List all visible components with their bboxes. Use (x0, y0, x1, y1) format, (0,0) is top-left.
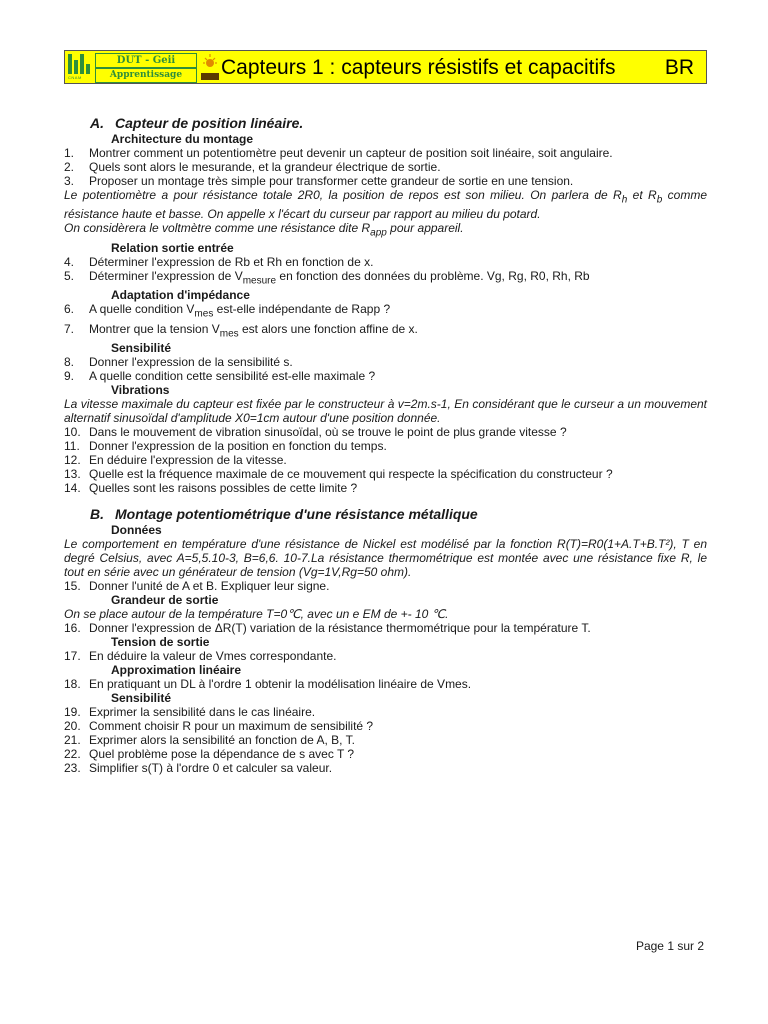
logo-line-2: Apprentissage (95, 68, 197, 83)
paragraph-vitesse: La vitesse maximale du capteur est fixée par le constructeur à v=2m.s-1, En considérant que le curseur a un mouvement alternatif sinusoïdal d'amplitude X0=1cm autour d'une position donnée. (64, 396, 707, 425)
question-4: 4. Déterminer l'expression de Rb et Rh en fonction de x. (64, 254, 374, 269)
question-15: 15. Donner l'unité de A et B. Expliquer leur signe. (64, 578, 330, 593)
question-14: 14. Quelles sont les raisons possibles de cette limite ? (64, 480, 358, 495)
question-7: 7. Montrer que la tension $V_{mes}$ est alors une fonction affine de x. (64, 321, 418, 339)
paragraph-temperature: On se place autour de la température T=0℃, avec un e EM de +- 10 ℃. (64, 606, 449, 621)
subheading-tension: Tension de sortie (111, 634, 210, 649)
document-title: Capteurs 1 : capteurs résistifs et capacitifs (221, 56, 616, 79)
section-b-heading: B. Montage potentiométrique d'une résistance métallique (90, 505, 478, 522)
question-2: 2. Quels sont alors le mesurande, et la grandeur électrique de sortie. (64, 160, 441, 174)
subheading-sensibilite-b: Sensibilité (111, 690, 172, 705)
question-16: 16. Donner l'expression de ΔR(T) variation de la résistance thermométrique pour la température T. (64, 620, 591, 635)
subheading-approximation: Approximation linéaire (111, 662, 242, 677)
logo-caption: CNAM (68, 75, 82, 80)
question-3: 3. Proposer un montage très simple pour transformer cette grandeur de sortie en une tension. (64, 174, 574, 188)
question-21: 21. Exprimer alors la sensibilité an fonction de A, B, T. (64, 732, 355, 747)
question-1: 1. Montrer comment un potentiomètre peut devenir un capteur de position soit linéaire, soit angulaire. (64, 146, 613, 160)
subheading-adaptation: Adaptation d'impédance (111, 288, 250, 303)
subheading-grandeur: Grandeur de sortie (111, 592, 219, 607)
question-22: 22. Quel problème pose la dépendance de s avec T ? (64, 746, 355, 761)
section-a-heading: A. Capteur de position linéaire. (90, 115, 304, 131)
question-11: 11. Donner l'expression de la position en fonction du temps. (64, 438, 387, 453)
subheading-sensibilite-a: Sensibilité (111, 340, 172, 355)
question-17: 17. En déduire la valeur de Vmes correspondante. (64, 648, 337, 663)
geii-logo-icon (68, 54, 92, 74)
page-number: Page 1 sur 2 (635, 939, 704, 953)
question-8: 8. Donner l'expression de la sensibilité s. (64, 354, 293, 369)
paragraph-voltmetre: On considèrera le voltmètre comme une résistance dite $R_{app}$ pour appareil. (64, 221, 464, 239)
question-19: 19. Exprimer la sensibilité dans le cas linéaire. (64, 704, 316, 719)
subheading-relation: Relation sortie entrée (111, 240, 234, 255)
question-6: 6. A quelle condition $V_{mes}$ est-elle indépendante de Rapp ? (64, 302, 391, 320)
question-23: 23. Simplifier s(T) à l'ordre 0 et calculer sa valeur. (64, 760, 333, 775)
question-5: 5. Déterminer l'expression de $V_{mesure}$ en fonction des données du problème. Vg, Rg, R0, Rh, Rb (64, 268, 590, 287)
question-12: 12. En déduire l'expression de la vitesse. (64, 452, 287, 467)
paragraph-potentiometre: Le potentiomètre a pour résistance totale 2R0, la position de repos est son milieu. On parlera de $R_h$ et $R_b$ comme résistance haute et basse. On appelle x l'écart du curseur par rapport au milieu du potard. (64, 188, 707, 222)
logo-line-1: DUT - Geii (95, 53, 197, 68)
question-9: 9. A quelle condition cette sensibilité est-elle maximale ? (64, 368, 376, 383)
document-body (64, 112, 707, 775)
sun-icon (201, 53, 219, 71)
subheading-architecture: Architecture du montage (111, 132, 254, 146)
subheading-vibrations: Vibrations (111, 382, 170, 397)
question-20: 20. Comment choisir R pour un maximum de sensibilité ? (64, 718, 374, 733)
paragraph-nickel: Le comportement en température d'une résistance de Nickel est modélisé par la fonction R(T)=R0(1+A.T+B.T²), T en degré Celsius, avec A=5,5.10-3, B=6,6. 10-7.La résistance thermométrique est montée avec une résistance fixe R, le tout en série avec un générateur de tension (Vg=1V,Rg=50 ohm). (64, 536, 707, 579)
author-initials: BR (664, 56, 694, 79)
cnam-logo-icon (201, 73, 219, 80)
document-header (64, 50, 707, 84)
subheading-donnees: Données (111, 522, 162, 537)
question-10: 10. Dans le mouvement de vibration sinusoïdal, où se trouve le point de plus grande vitesse ? (64, 424, 567, 439)
question-13: 13. Quelle est la fréquence maximale de ce mouvement qui respecte la spécification du constructeur ? (64, 466, 613, 481)
question-18: 18. En pratiquant un DL à l'ordre 1 obtenir la modélisation linéaire de Vmes. (64, 676, 472, 691)
